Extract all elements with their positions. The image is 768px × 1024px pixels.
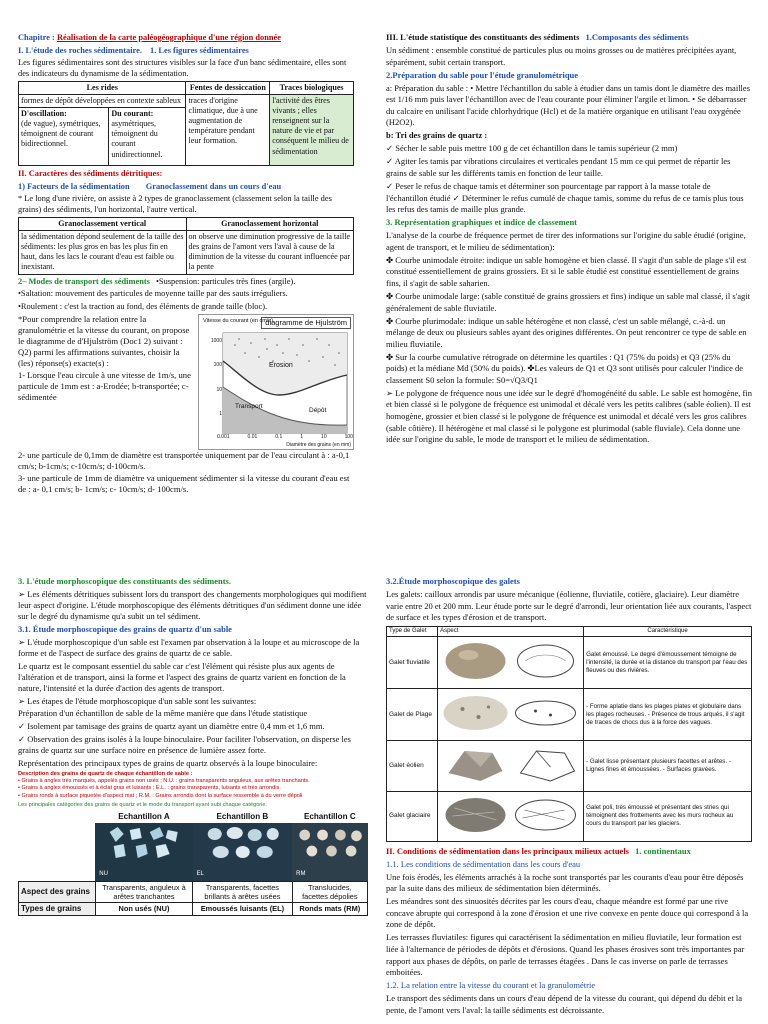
galet-text: Galet émoussé. Le degré d'émoussement témoigne de l'intensité, la durée et la distance du transport par l'eau des fleuves ou des rivières. xyxy=(584,637,752,689)
paragraph: ✤ Courbe plurimodale: indique un sable hétérogène et non classé, c'est un sable mélangé, c.-à-d. un mélange de deux ou plusieurs sables ayant des origines différentes. On peut rencontrer ce type de sable en milieu fluviatile. xyxy=(386,315,747,349)
chapter-heading xyxy=(18,32,354,43)
left-bottom-column xyxy=(18,576,368,1024)
x-tick: 10 xyxy=(321,433,327,440)
y-tick: 1 xyxy=(219,411,222,418)
paragraph: a: Préparation du sable : • Mettre l'échantillon du sable à étudier dans un tamis dont le diamètre des mailles est 1/16 mm puis laver l'échantillon avec de l'eau courante pour éliminer l'argile et limon. • Se débarrasser du calcaire en unilisant l'acide chlorhydrique (Hcl) et de la matière organique en utilisant l'eau oxygénée (H2O2). xyxy=(386,82,750,128)
paragraph: ✓ Agiter les tamis par vibrations circulaires et verticales pendant 15 mm ce qui permet de répartir les grains de sable sur les différents tamis en fonction de leur taille. xyxy=(386,156,731,179)
table-cell: on observe une diminution progressive de la taille des grains de l'amont vers l'aval à cause de la diminution de la vitesse du courant influencée par la pente xyxy=(186,231,354,274)
paragraph: ✤ Sur la courbe cumulative rétrograde on détermine les quartiles : Q1 (75% du poids) et Q3 (25% du poids) et la médiane Md (50% du poids). ✤Les valeurs de Q1 et Q3 sont utilisés pour calculer l'indice de classement S0 selon la formule: S0=√Q3/Q1 xyxy=(386,351,744,385)
section-3-heading xyxy=(18,276,354,287)
galet-text: - Forme aplatie dans les plages plates et globulaire dans les plages rocheuses. - Présence de trous arqués, il s'agit de traces de chocs dus à la force des vagues. xyxy=(584,689,752,741)
galet-type: Galet fluviatile xyxy=(387,637,438,689)
paragraph: * Le long d'une rivière, on assiste à 2 types de granoclassement (classement selon la taille des grains) des sédiments, l'un horizontal, l'autre vertical. xyxy=(18,194,332,215)
section-1b-title: 1. Les figures sédimentaires xyxy=(150,45,249,55)
section-3-main-heading xyxy=(386,32,752,44)
table-cell: formes de dépôt développées en contexte sableux xyxy=(19,94,186,107)
paragraph: ✤ Courbe unimodale large: (sable constitué de grains grossiers et fins) indique un sable mal classé, il s'agit généralement de sable fluviatile. xyxy=(386,290,750,313)
description-item: • Grains à angles émoussés et à éclat gras et luisants ; E.L. : grains transparents, luisants et très arrondis. xyxy=(18,785,281,792)
paragraph: Le quartz est le composant essentiel du sable car c'est l'élément qui résiste plus aux agents de l'altération et de transport, ainsi la forme et l'aspect des grains de quartz varient en fonction de la nature, l'intensité et la durée d'action des agents de transport. xyxy=(18,660,346,693)
y-tick: 1000 xyxy=(210,337,222,344)
transport-label: Transport xyxy=(235,402,263,410)
table-header: Granoclassement vertical xyxy=(19,217,187,230)
table-header: Echantillon A xyxy=(118,812,170,822)
description-text: Grains à angles très marqués, appelés grains non usés ; N.U. : grains transparents anguleux, aux arêtes tranchants. xyxy=(21,777,310,784)
paragraph: Les terrasses fluviatiles: figures qui caractérisent la sédimentation en milieu fluviatile, leur formation est liée à l'alternance de périodes de dépôts et d'érosions. Quand les phases érosives sont très importantes par rapport aux phases de dépôts, on parle de terrasses étagées . Dans le cas inverse on parle de terrasses emboitées. xyxy=(386,932,745,978)
table-cell: Transparents, anguleux à arêtes tranchantes xyxy=(95,881,192,903)
paragraph: ✓ Sécher le sable puis mettre 100 g de cet échantillon dans le tamis supérieur (2 mm) xyxy=(386,143,678,154)
question-intro: *Pour comprendre la relation entre la granulométrie et la vitesse du courant, on propose le diagramme de d'Hjulström (Doc1 2) suivant : Q2) parmi les affirmations suivantes, choisir la (les) réponse(s) exacte(s) : xyxy=(18,313,190,368)
description-box xyxy=(18,771,368,810)
galet-plage-icon xyxy=(440,691,581,735)
table-header: Echantillon B xyxy=(216,812,269,822)
galet-fluviatile-icon xyxy=(440,639,581,683)
description-item: • Grains ronds à surface piquetée d'aspect mat ; R.M. : Grains arrondis dont la surface ressemble à du verre dépoli xyxy=(18,792,303,799)
x-tick: 1 xyxy=(300,433,304,440)
chapter-title: Réalisation de la carte paléogéographique d'une région donnée xyxy=(56,33,281,42)
quartz-grains-icon xyxy=(97,824,190,862)
cell-text: asymétriques, témoignent du courant unidirectionnel. xyxy=(111,119,163,159)
section-heading: 3. Représentation graphiques et indice de classement xyxy=(386,217,578,228)
table-cell: Ronds mats (RM) xyxy=(292,903,367,916)
section-1-heading xyxy=(18,45,354,56)
paragraph: ✓ Isolement par tamisage des grains de quartz ayant un diamètre entre 0,4 mm et 1,6 mm. xyxy=(18,721,325,732)
description-text: Grains ronds à surface piquetée d'aspect mat ; R.M. : Grains arrondis dont la surface ressemble à du verre dépoli xyxy=(21,792,303,799)
galet-photo xyxy=(438,791,584,841)
description-text: Grains à angles émoussés et à éclat gras et luisants ; E.L. : grains transparents, luisants et très arrondis. xyxy=(21,785,281,792)
galet-text: - Galet lisse présentant plusieurs facettes et arêtes. - Lignes fines et émoussées. - Surfaces gravées. xyxy=(584,741,752,791)
galet-type: Galet éolien xyxy=(387,741,438,791)
section-title: III. L'étude statistique des constituants des sédiments xyxy=(386,32,580,42)
paragraph: Un sédiment : ensemble constitué de particules plus ou moins grosses ou de matières précipitées ayant, séparément, subit certain transport. xyxy=(386,45,737,67)
section-2b-title: Granoclassement dans un cours d'eau xyxy=(145,181,282,191)
figures-table xyxy=(18,81,354,166)
question-3: 3- une particule de 1mm de diamètre va uniquement sédimenter si la vitesse du courant d'eau est de : a- 0,1 cm/s; b- 1cm/s; c- 10cm/s; d- 100cm/s. xyxy=(18,473,350,495)
question-block xyxy=(18,313,354,495)
depot-label: Dépôt xyxy=(309,406,327,414)
cell-title: D'oscillation: xyxy=(21,109,67,119)
x-tick: 0.01 xyxy=(247,433,258,440)
question-1: 1- Lorsque l'eau circule à une vitesse de 1m/s, une particule de 1mm est : a-Erodée; b-transportée; c-sédimentée xyxy=(18,370,191,403)
galet-glaciaire-icon xyxy=(440,794,581,836)
question-2: 2- une particule de 0,1mm de diamètre est transportée uniquement par de l'eau circulant à : a-0,1 cm/s; b-1cm/s; c-10cm/s; d-100cm/s. xyxy=(18,449,350,471)
paragraph: Les figures sédimentaires sont des structures visibles sur la face d'un banc sédimentaire, elles sont des indicateurs du dynamisme de la sédimentation. xyxy=(18,58,347,79)
quartz-grains-icon xyxy=(294,824,365,862)
table-cell: Non usés (NU) xyxy=(95,903,192,916)
galet-eolien-icon xyxy=(440,743,581,785)
chapter-label: Chapitre : xyxy=(18,33,55,42)
y-tick: 10 xyxy=(216,386,222,393)
paragraph: ✓ Observation des grains isolés à la loupe binoculaire. Pour faciliter l'observation, on disperse les grains de quartz sur une surface noire en présence de lumière assez forte. xyxy=(18,733,351,756)
grain-photo-a xyxy=(95,823,192,881)
paragraph: L'analyse de la courbe de fréquence permet de tirer des informations sur l'origine du sable étudié (origine, agent de transport, et le milieu de sédimentation): xyxy=(386,230,746,252)
table-header: Traces biologiques xyxy=(270,81,354,94)
paragraph: •Roulement : c'est la traction au fond, des éléments de grande taille (bloc). xyxy=(18,301,268,311)
description-item: • Grains à angles très marqués, appelés grains non usés ; N.U. : grains transparents anguleux, aux arêtes tranchants. xyxy=(18,777,310,784)
quartz-grains-icon xyxy=(195,824,290,862)
caption: Les principales catégories des grains de quartz et le mode du transport ayant subi chaque catégorie. xyxy=(18,802,268,808)
row-label: Types de grains xyxy=(19,903,96,916)
grain-tag: RM xyxy=(296,871,306,878)
left-top-column xyxy=(18,32,354,528)
table-cell: Translucides, facettes dépolies xyxy=(292,881,367,903)
paragraph: ➢ Les éléments détritiques subissent lors du transport des changements morphologiques qui modifient leur aspect d'origine. L'étude morphoscopique des éléments détritiques d'un sédiment donne une idée sur le degré du dynamisme qu'a subit un tel sédiment. xyxy=(18,588,367,622)
paragraph: Préparation d'un échantillon de sable de la même manière que dans l'étude statistique xyxy=(18,708,308,719)
grain-photo-c xyxy=(292,823,367,881)
x-tick: 0.001 xyxy=(217,433,230,440)
diagram-xlabel: Diamètre des grains (en mm) xyxy=(286,441,351,448)
table-cell: Emoussés luisants (EL) xyxy=(193,903,292,916)
y-tick-labels xyxy=(200,329,222,427)
y-tick: 100 xyxy=(213,362,222,369)
right-top-column xyxy=(386,32,752,528)
galet-photo xyxy=(438,741,584,791)
cell-text: (de vague), symétriques, témoignent de courant bidirectionnel. xyxy=(21,119,101,149)
paragraph: Représentation des principaux types de grains de quartz observés à la loupe binoculaire: xyxy=(18,757,318,768)
section-3-title: 2– Modes de transport des sédiments xyxy=(18,276,150,286)
paragraph: ✓ Peser le refus de chaque tamis et déterminer son pourcentage par rapport à la masse totale de l'échantillon étudié ✓ Déterminer le refus cumulé de chaque tamis, somme du refus de ce tamis plus tous les refus des tamis de maille plus grande. xyxy=(386,181,744,215)
galet-type: Galet glaciaire xyxy=(387,791,438,841)
table-header: Caractéristique xyxy=(584,626,752,637)
section-2a-title: 1) Facteurs de la sédimentation xyxy=(18,181,130,191)
erosion-label: Erosion xyxy=(269,361,293,369)
paragraph: ➢ Le polygone de fréquence nous une idée sur le degré d'homogénéité du sable. Le sable est homogène, fin et bien classé si le polygone de fréquence est unimodal et décalé vers les petits calibres (sable éolien). Il est homogène, grossier et bien classé si le polygone de fréquence est unimodal et décalé vers les gros calibres (sable côtière). Il hétérogène et mal classé si le polygone est plurimodal (sable fluviale). Cela donne une idée sur l'origine du sable, le mode de transport et le milieu de sédimentation. xyxy=(386,387,752,445)
paragraph: ➢ L'étude morphoscopique d'un sable est l'examen par observation à la loupe et au microscope de la forme et de l'aspect de surface des grains de quartz de ce sable. xyxy=(18,636,360,658)
table-header: Les rides xyxy=(19,81,186,94)
section-heading xyxy=(386,846,752,858)
section-title: II. Conditions de sédimentation dans les principaux milieux actuels xyxy=(386,845,629,856)
galet-photo xyxy=(438,689,584,741)
description-title: Description des grains de quartz de chaque échantillon de sable : xyxy=(18,770,193,777)
question-text-lower xyxy=(18,418,354,497)
x-tick: 0.1 xyxy=(275,433,283,440)
granoclassement-table xyxy=(18,217,354,275)
galets-table xyxy=(386,626,752,842)
table-header: Fentes de dessiccation xyxy=(186,81,270,94)
section-heading: 3.1. Étude morphoscopique des grains de quartz d'un sable xyxy=(18,623,232,634)
table-header: Granoclassement horizontal xyxy=(186,217,354,230)
paragraph: ➢ Les étapes de l'étude morphoscopique d'un sable sont les suivantes: xyxy=(18,695,257,706)
table-cell: Transparents, facettes brillants à arêtes usées xyxy=(193,881,292,903)
cell-title: Du courant: xyxy=(111,109,154,119)
paragraph: Le transport des sédiments dans un cours d'eau dépend de la vitesse du courant, qui dépend du débit et la pente, de l'amont vers l'aval: la taille sédiments est décroissante. xyxy=(386,993,743,1015)
section-heading: 2.Préparation du sable pour l'étude granulométrique xyxy=(386,69,579,80)
x-tick: 100 xyxy=(344,433,353,440)
galet-photo xyxy=(438,637,584,689)
table-cell xyxy=(19,811,96,823)
section-subtitle: 1. continentaux xyxy=(635,845,691,856)
section-heading: 3. L'étude morphoscopique des constituants des sédiments. xyxy=(18,576,231,586)
table-cell xyxy=(19,108,109,166)
table-header: Type de Galet xyxy=(387,626,438,637)
table-cell: la sédimentation dépond seulement de la taille des sédiments: les plus gros en bas les plus fin en haut, dans les lacs le courant d'eau est faible ou inexistant. xyxy=(19,231,187,274)
table-header: Aspect xyxy=(438,626,584,637)
galet-type: Galet de Plage xyxy=(387,689,438,741)
paragraph: •Saltation: mouvement des particules de moyenne taille par des sauts irréguliers. xyxy=(18,289,288,299)
section-2a-heading xyxy=(18,181,354,192)
table-cell: l'activité des êtres vivants ; elles renseignent sur la nature de vie et par conséquent le milieu de sédimentation xyxy=(270,94,354,165)
question-text xyxy=(18,314,194,405)
right-bottom-column xyxy=(386,576,752,1024)
paragraph: Les galets: cailloux arrondis par usure mécanique (éolienne, fluviatile, cotière, glaciaire). Leur diamètre varie entre 20 et 200 mm. Leur étude porte sur le degré d'arrondi, leur orientation liée aux courants, l'aspect de surface et les types d'érosion et de transport. xyxy=(386,589,752,623)
diagram-title: diagramme de Hjulström xyxy=(261,317,351,329)
row-label: Aspect des grains xyxy=(19,881,96,903)
section-subtitle: 1.Composants des sédiments xyxy=(585,32,689,42)
grain-tag: NU xyxy=(99,871,108,878)
paragraph: Une fois érodés, les éléments arrachés à la roche sont transportés par les courants d'eau pour être déposés par la suite dans des milieux de sédimentation bien déterminés. xyxy=(386,871,744,894)
table-header: Echantillon C xyxy=(303,812,356,822)
table-cell: traces d'origine climatique, due à une augmentation de température pendant leur formation. xyxy=(186,94,270,165)
table-cell xyxy=(19,823,96,881)
section-heading: 1.2. La relation entre la vitesse du courant et la granulométrie xyxy=(386,980,596,991)
quartz-grains-table xyxy=(18,811,368,916)
grain-tag: EL xyxy=(196,871,204,878)
paragraph: ✤ Courbe unimodale étroite: indique un sable homogène et bien classé. Il s'agit d'un sable de plage s'il est constitué essentiellement de grains grossiers. Et si le sable étudié est constitué essentiellement de grains fins, il s'agit de sable saharien. xyxy=(386,254,747,288)
table-cell xyxy=(109,108,186,166)
section-heading: 3.2.Étude morphoscopique des galets xyxy=(386,576,520,586)
grain-photo-b xyxy=(193,823,292,881)
diagram-ylabel: Vitesse du courant (en cm/s) xyxy=(203,317,273,324)
section-2-heading: II. Caractères des sédiments détritiques: xyxy=(18,169,163,179)
section-heading: 1.1. Les conditions de sédimentation dans les cours d'eau xyxy=(386,858,581,869)
section-3-note: •Suspension: particules très fines (argile). xyxy=(156,276,296,286)
galet-text: Galet poli, très émoussé et présentant des stries qui témoignent des frottements avec les murs rocheux au cours du transport par les glaciers. xyxy=(584,791,752,841)
section-1-title: I. L'étude des roches sédimentaire. xyxy=(18,45,142,55)
paragraph: b: Tri des grains de quartz : xyxy=(386,130,488,141)
paragraph: Les méandres sont des sinuosités décrites par les cours d'eau, chaque méandre est formé par une rive concave abrupte qui correspond à la zone d'érosion et une rive convexe en pente douce qui correspond à la zone de dépôt. xyxy=(386,896,749,930)
